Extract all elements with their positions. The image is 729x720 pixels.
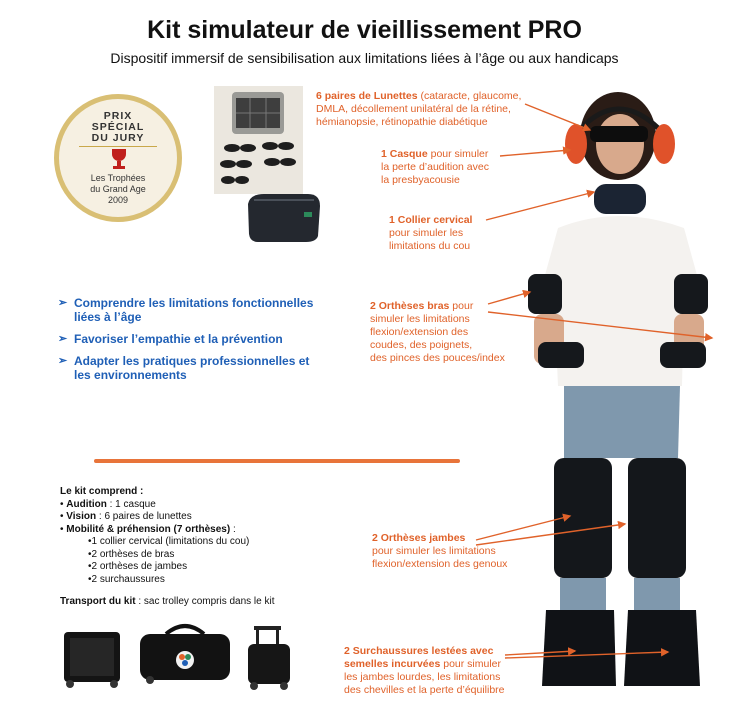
arrow-bullet-icon: ➢ [58, 333, 68, 345]
person-wearing-kit-photo [524, 86, 729, 690]
annotation-bras: 2 Orthèses bras pour simuler les limitations flexion/extension des coudes, des poignets, des pinces des pouces/index [370, 300, 505, 364]
kit-item: • Vision : 6 paires de lunettes [60, 511, 192, 522]
award-caption: Les Trophées du Grand Age 2009 [90, 173, 146, 205]
kit-transport: Transport du kit : sac trolley compris dans le kit [60, 596, 275, 607]
duffel-bag-photo [136, 620, 234, 686]
award-title: PRIX SPÉCIAL DU JURY [91, 110, 145, 144]
kit-contents [60, 486, 360, 609]
trophy-icon [112, 149, 126, 161]
annotation-casque: 1 Casque pour simuler la perte d’audition avec la presbyacousie [381, 148, 489, 186]
upright-trolley-photo [240, 626, 296, 690]
section-divider [94, 459, 460, 463]
list-item: ➢ Adapter les pratiques professionnelles et les environnements [58, 354, 310, 382]
kit-item: • Audition : 1 casque [60, 498, 156, 510]
annotation-surchaussures: 2 Surchaussures lestées avec semelles incurvées pour simuler les jambes lourdes, les limitations des chevilles et la perte d’équilibre [344, 645, 505, 696]
kit-subitem: •2 surchaussures [88, 573, 165, 585]
page-title: Kit simulateur de vieillissement PRO [147, 16, 582, 44]
objectives-list [58, 296, 318, 390]
award-rule-top [79, 146, 157, 147]
list-item: ➢ Comprendre les limitations fonctionnelles liées à l’âge [58, 296, 314, 324]
arrow-bullet-icon: ➢ [58, 297, 68, 309]
page-subtitle: Dispositif immersif de sensibilisation aux limitations liées à l’âge ou aux handicaps [110, 50, 619, 66]
kit-heading: Le kit comprend : [60, 486, 144, 497]
list-item: ➢ Favoriser l’empathie et la prévention [58, 332, 283, 346]
annotation-jambes: 2 Orthèses jambes pour simuler les limitations flexion/extension des genoux [372, 532, 508, 570]
annotation-collier: 1 Collier cervical pour simuler les limitations du cou [389, 214, 473, 252]
annotation-lunettes: 6 paires de Lunettes (cataracte, glaucome, DMLA, décollement unilatéral de la rétine, hémianopsie, rétinopathie diabétique [316, 90, 522, 128]
award-badge [54, 94, 182, 222]
kit-subitem: •2 orthèses de bras [88, 548, 175, 560]
kit-subitem: •2 orthèses de jambes [88, 561, 188, 572]
arrow-bullet-icon: ➢ [58, 355, 68, 367]
storage-bag-photo [244, 186, 324, 244]
glasses-kit-photo [214, 86, 303, 194]
trolley-bag-photo [60, 628, 124, 690]
kit-item: • Mobilité & préhension (7 orthèses) : [60, 523, 236, 535]
kit-subitem: •1 collier cervical (limitations du cou) [88, 536, 250, 547]
